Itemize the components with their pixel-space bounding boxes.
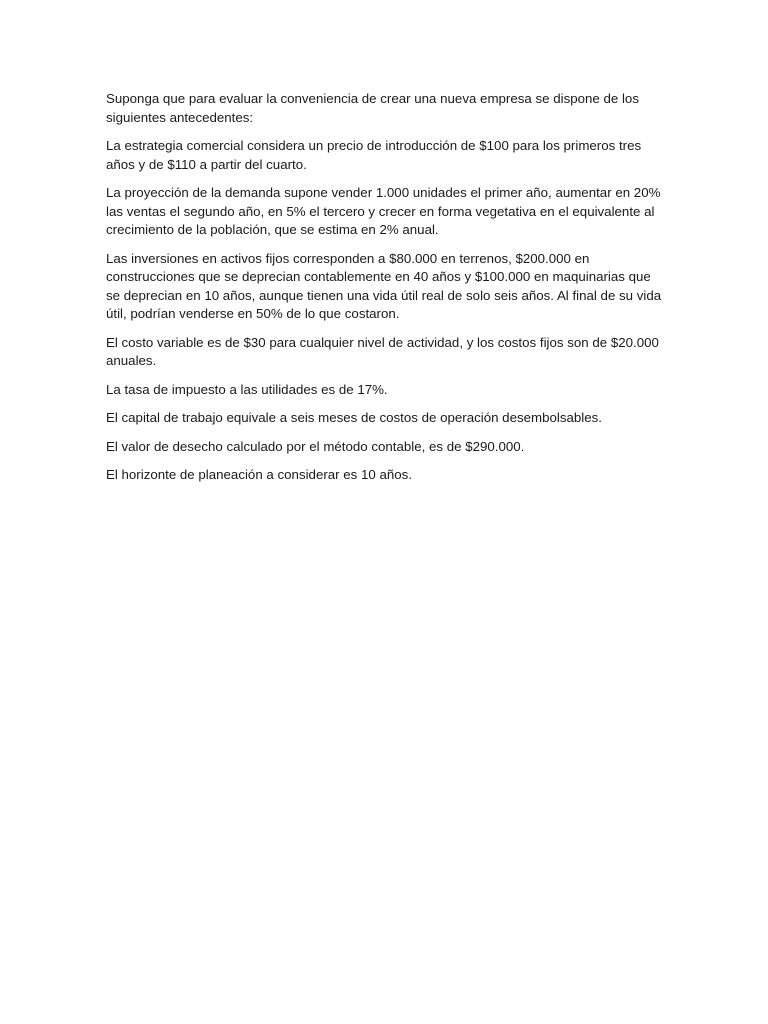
paragraph-planning-horizon: El horizonte de planeación a considerar es 10 años. xyxy=(106,467,413,482)
document-body xyxy=(106,90,662,495)
paragraph-working-capital: El capital de trabajo equivale a seis meses de costos de operación desembolsables. xyxy=(106,410,602,425)
paragraph-pricing-strategy: La estrategia comercial considera un precio de introducción de $100 para los primeros tres años y de $110 a partir del cuarto. xyxy=(106,138,642,172)
paragraph-salvage-value: El valor de desecho calculado por el método contable, es de $290.000. xyxy=(106,438,525,454)
paragraph-intro: Suponga que para evaluar la conveniencia de crear una nueva empresa se dispone de los siguientes antecedentes: xyxy=(106,91,639,125)
paragraph-costs: El costo variable es de $30 para cualquier nivel de actividad, y los costos fijos son de $20.000 anuales. xyxy=(106,334,659,368)
paragraph-fixed-asset-investments: Las inversiones en activos fijos corresponden a $80.000 en terrenos, $200.000 en construcciones que se deprecian contablemente en 40 años y $100.000 en maquinarias que se deprecian en 10 años, aunque tienen una vida útil real de solo seis años. Al final de su vida útil, podrían venderse en 50% de lo que costaron. xyxy=(106,250,662,321)
paragraph-tax-rate: La tasa de impuesto a las utilidades es de 17%. xyxy=(106,381,388,397)
paragraph-demand-projection: La proyección de la demanda supone vender 1.000 unidades el primer año, aumentar en 20% las ventas el segundo año, en 5% el tercero y crecer en forma vegetativa en el equivalente al crecimiento de la población, que se estima en 2% anual. xyxy=(106,185,661,237)
